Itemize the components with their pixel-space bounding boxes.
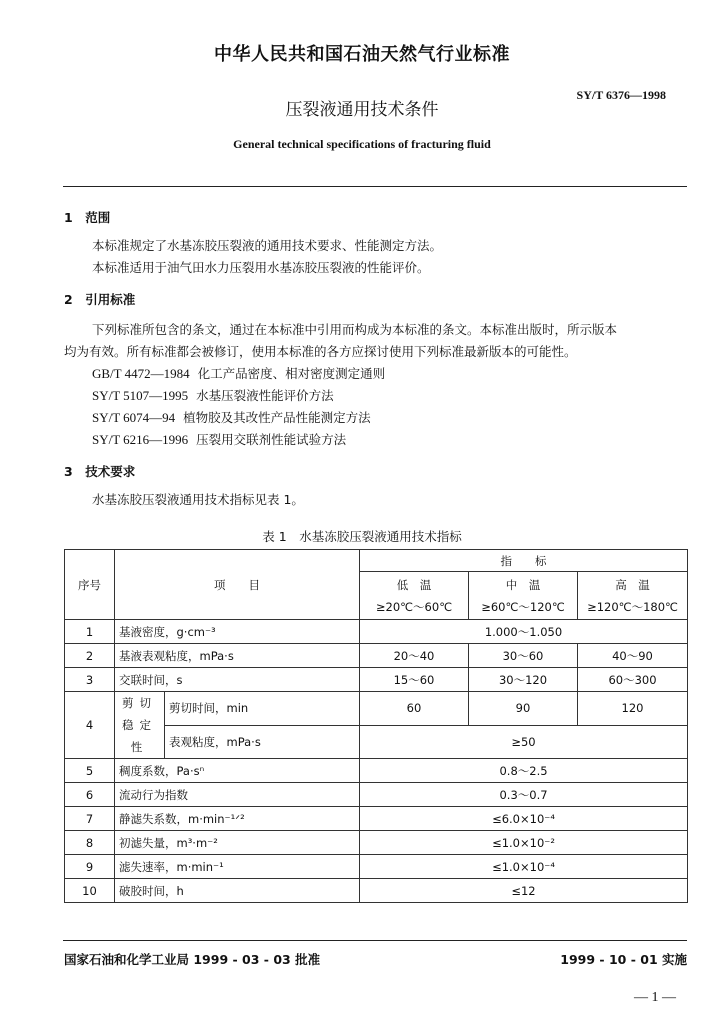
row-value: ≤1.0×10⁻² — [360, 831, 688, 855]
section-1-paragraph-2: 本标准适用于油气田水力压裂用水基冻胶压裂液的性能评价。 — [92, 260, 430, 275]
header-mid-label: 中 温 — [505, 577, 541, 592]
document-title: 压裂液通用技术条件 — [285, 100, 439, 120]
header-mid-temp — [469, 572, 578, 620]
standard-category-title: 中华人民共和国石油天然气行业标准 — [214, 44, 510, 65]
row-no: 9 — [65, 855, 115, 879]
row-item: 流动行为指数 — [115, 783, 360, 807]
header-low-label: 低 温 — [396, 577, 432, 592]
section-2-heading: 2 引用标准 — [64, 292, 136, 307]
row-item: 初滤失量，m³·m⁻² — [115, 831, 360, 855]
reference-item — [92, 430, 346, 448]
header-low-range: ≥20℃～60℃ — [375, 599, 453, 614]
row-value: 1.000～1.050 — [360, 620, 688, 644]
table-row — [65, 692, 688, 726]
header-high-label: 高 温 — [615, 577, 650, 592]
reference-code: SY/T 6216—1996 — [92, 432, 189, 447]
page-number: — 1 — — [634, 990, 676, 1005]
section-3-heading: 3 技术要求 — [64, 464, 136, 479]
row-no: 5 — [65, 759, 115, 783]
table-row — [65, 783, 688, 807]
table-row — [65, 620, 688, 644]
section-2-paragraph-line-1: 下列标准所包含的条文，通过在本标准中引用而构成为本标准的条文。本标准出版时，所示版本 — [92, 322, 618, 337]
row-value-low: 20～40 — [360, 644, 469, 668]
table-row — [65, 644, 688, 668]
row-item: 静滤失系数，m·min⁻¹ᐟ² — [115, 807, 360, 831]
header-no: 序号 — [65, 550, 115, 620]
row-item: 基液密度，g·cm⁻³ — [115, 620, 360, 644]
row-item: 交联时间，s — [115, 668, 360, 692]
row-no: 10 — [65, 879, 115, 903]
reference-code: GB/T 4472—1984 — [92, 366, 190, 381]
implementation-date: 1999 - 10 - 01 实施 — [560, 952, 687, 967]
reference-item — [92, 408, 371, 426]
row-no: 1 — [65, 620, 115, 644]
approval-line: 国家石油和化学工业局 1999 - 03 - 03 批准 — [64, 952, 321, 967]
section-1-heading: 1 范围 — [64, 210, 111, 225]
spec-table — [64, 549, 688, 903]
reference-name: 压裂用交联剂性能试验方法 — [196, 432, 347, 447]
row-no: 3 — [65, 668, 115, 692]
row-value: ≤12 — [360, 879, 688, 903]
reference-name: 化工产品密度、相对密度测定通则 — [197, 366, 386, 381]
row-value: ≤1.0×10⁻⁴ — [360, 855, 688, 879]
reference-code: SY/T 6074—94 — [92, 410, 176, 425]
header-index: 指 标 — [360, 550, 688, 572]
table-row — [65, 879, 688, 903]
row-item: 滤失速率，m·min⁻¹ — [115, 855, 360, 879]
header-mid-range: ≥60℃～120℃ — [481, 599, 565, 614]
row-value: ≤6.0×10⁻⁴ — [360, 807, 688, 831]
table-row — [65, 807, 688, 831]
row-subitem: 剪切时间，min — [165, 692, 360, 726]
section-2-paragraph-line-2: 均为有效。所有标准都会被修订，使用本标准的各方应探讨使用下列标准最新版本的可能性。 — [64, 344, 577, 359]
row-group-label: 剪切稳定性 — [115, 692, 165, 759]
row-value-mid: 30～120 — [469, 668, 578, 692]
reference-item — [92, 386, 334, 404]
row-no: 2 — [65, 644, 115, 668]
row-value-mid: 90 — [469, 692, 578, 726]
section-3-paragraph: 水基冻胶压裂液通用技术指标见表 1。 — [92, 492, 304, 507]
row-item: 破胶时间，h — [115, 879, 360, 903]
header-high-temp — [578, 572, 688, 620]
row-value-low: 60 — [360, 692, 469, 726]
row-item: 稠度系数，Pa·sⁿ — [115, 759, 360, 783]
reference-item — [92, 364, 385, 382]
section-1-paragraph-1: 本标准规定了水基冻胶压裂液的通用技术要求、性能测定方法。 — [92, 238, 443, 253]
row-value: 0.8～2.5 — [360, 759, 688, 783]
row-no: 8 — [65, 831, 115, 855]
row-value: ≥50 — [360, 725, 688, 759]
row-value-high: 40～90 — [578, 644, 688, 668]
row-no: 6 — [65, 783, 115, 807]
reference-code: SY/T 5107—1995 — [92, 388, 189, 403]
english-title: General technical specifications of fracturing fluid — [233, 137, 491, 151]
bottom-divider — [63, 940, 687, 941]
row-no: 4 — [65, 692, 115, 759]
reference-name: 植物胶及其改性产品性能测定方法 — [183, 410, 371, 425]
table-row — [65, 831, 688, 855]
header-low-temp — [360, 572, 469, 620]
row-subitem: 表观粘度，mPa·s — [165, 725, 360, 759]
table-row — [65, 668, 688, 692]
table-row — [65, 855, 688, 879]
header-item: 项 目 — [115, 550, 360, 620]
table-caption: 表 1 水基冻胶压裂液通用技术指标 — [262, 529, 462, 544]
row-value-mid: 30～60 — [469, 644, 578, 668]
table-row — [65, 759, 688, 783]
standard-code: SY/T 6376—1998 — [576, 88, 666, 102]
row-value-high: 120 — [578, 692, 688, 726]
header-high-range: ≥120℃～180℃ — [587, 599, 678, 614]
row-value: 0.3～0.7 — [360, 783, 688, 807]
reference-name: 水基压裂液性能评价方法 — [196, 388, 334, 403]
row-item: 基液表观粘度，mPa·s — [115, 644, 360, 668]
row-value-low: 15～60 — [360, 668, 469, 692]
row-value-high: 60～300 — [578, 668, 688, 692]
row-no: 7 — [65, 807, 115, 831]
top-divider — [63, 186, 687, 187]
